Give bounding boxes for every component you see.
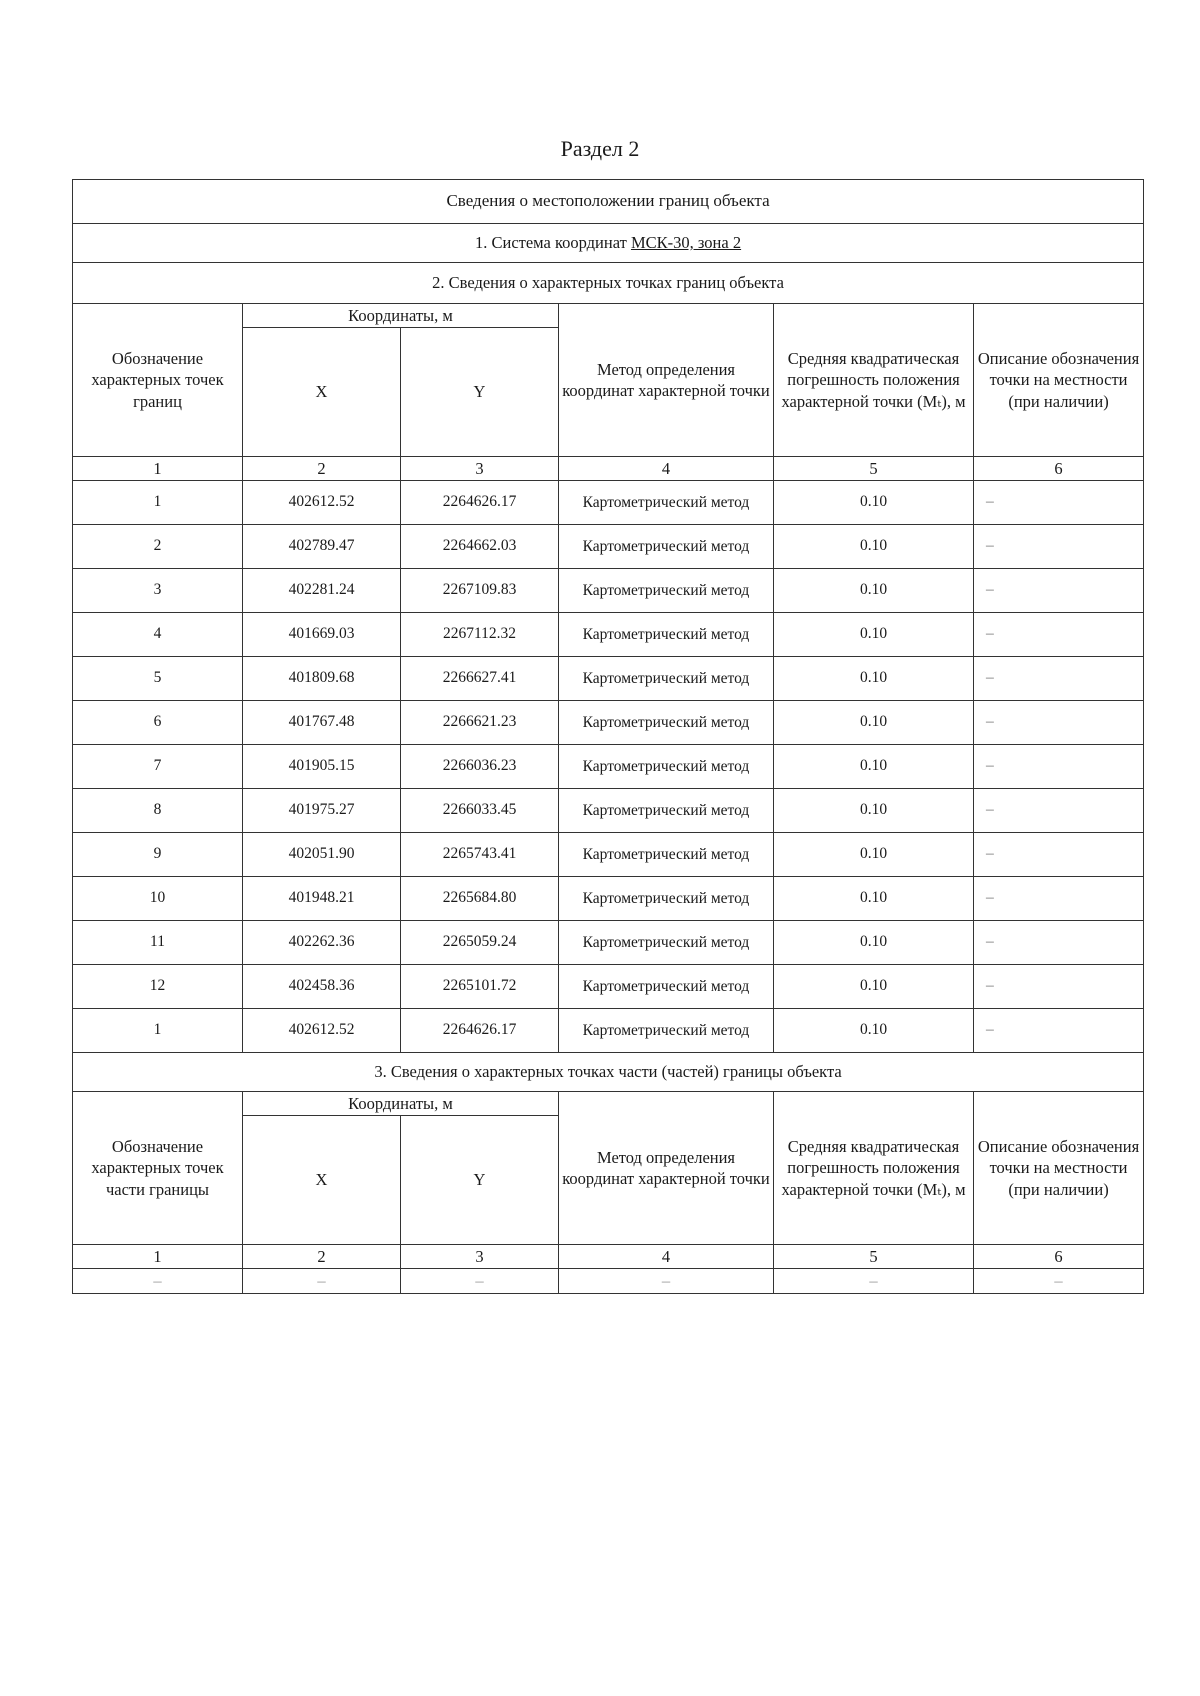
x-coordinate-cell: 401975.27 — [243, 789, 401, 833]
x-coordinate-cell: 401948.21 — [243, 877, 401, 921]
x-coordinate-cell: 402612.52 — [243, 481, 401, 525]
point-number-cell: 1 — [73, 1009, 243, 1053]
header-coords: Координаты, м — [243, 304, 559, 328]
table-row — [73, 657, 1144, 701]
part-header-row — [73, 1092, 1144, 1116]
y-coordinate-cell: 2267112.32 — [401, 613, 559, 657]
x-coordinate-cell: 401767.48 — [243, 701, 401, 745]
header-description: Описание обозначения точки на местности (при наличии) — [974, 304, 1144, 457]
table-row — [73, 745, 1144, 789]
description-cell: – — [974, 525, 1144, 569]
column-numbers-row — [73, 457, 1144, 481]
column-number: 3 — [401, 1245, 559, 1269]
description-cell: – — [974, 657, 1144, 701]
method-cell: Картометрический метод — [559, 569, 774, 613]
table-row — [73, 921, 1144, 965]
error-cell: 0.10 — [774, 745, 974, 789]
description-cell: – — [974, 789, 1144, 833]
x-coordinate-cell: 402051.90 — [243, 833, 401, 877]
column-number: 5 — [774, 1245, 974, 1269]
description-cell: – — [974, 745, 1144, 789]
column-number: 6 — [974, 457, 1144, 481]
error-cell: 0.10 — [774, 613, 974, 657]
error-cell: 0.10 — [774, 921, 974, 965]
error-cell: 0.10 — [774, 701, 974, 745]
column-number: 4 — [559, 1245, 774, 1269]
y-coordinate-cell: 2265743.41 — [401, 833, 559, 877]
y-coordinate-cell: 2266036.23 — [401, 745, 559, 789]
error-cell: 0.10 — [774, 1009, 974, 1053]
table-row — [73, 525, 1144, 569]
point-number-cell: 7 — [73, 745, 243, 789]
point-number-cell: 11 — [73, 921, 243, 965]
y-coordinate-cell: 2267109.83 — [401, 569, 559, 613]
header-method: Метод определения координат характерной точки — [559, 304, 774, 457]
method-cell: Картометрический метод — [559, 789, 774, 833]
error-cell: 0.10 — [774, 569, 974, 613]
boundary-table — [72, 179, 1144, 1294]
table-row — [73, 965, 1144, 1009]
point-number-cell: 1 — [73, 481, 243, 525]
coordinate-system-row — [73, 224, 1144, 263]
y-coordinate-cell: 2266627.41 — [401, 657, 559, 701]
description-cell: – — [974, 833, 1144, 877]
method-cell: Картометрический метод — [559, 921, 774, 965]
error-cell: 0.10 — [774, 833, 974, 877]
method-cell: Картометрический метод — [559, 745, 774, 789]
method-cell: Картометрический метод — [559, 877, 774, 921]
table-title-row — [73, 180, 1144, 224]
header-row — [73, 304, 1144, 328]
header-error: Средняя квадратическая погрешность положения характерной точки (Mₜ), м — [774, 304, 974, 457]
part-header-point: Обозначение характерных точек части границы — [73, 1092, 243, 1245]
point-number-cell: 8 — [73, 789, 243, 833]
part-header-x: X — [243, 1116, 401, 1245]
part-header-y: Y — [401, 1116, 559, 1245]
part-header-description: Описание обозначения точки на местности (при наличии) — [974, 1092, 1144, 1245]
coordinate-system-label: 1. Система координат — [474, 233, 627, 253]
x-coordinate-cell: 401809.68 — [243, 657, 401, 701]
point-number-cell: 10 — [73, 877, 243, 921]
column-number: 2 — [243, 1245, 401, 1269]
error-cell: 0.10 — [774, 789, 974, 833]
method-cell: Картометрический метод — [559, 1009, 774, 1053]
header-point: Обозначение характерных точек границ — [73, 304, 243, 457]
column-number: 3 — [401, 457, 559, 481]
table-row — [73, 481, 1144, 525]
y-coordinate-cell: 2266033.45 — [401, 789, 559, 833]
y-coordinate-cell: – — [401, 1269, 559, 1294]
y-coordinate-cell: 2264626.17 — [401, 481, 559, 525]
header-y: Y — [401, 328, 559, 457]
x-coordinate-cell: – — [243, 1269, 401, 1294]
section-item-3: 3. Сведения о характерных точках части (частей) границы объекта — [73, 1053, 1144, 1092]
column-number: 1 — [73, 457, 243, 481]
x-coordinate-cell: 401905.15 — [243, 745, 401, 789]
error-cell: – — [774, 1269, 974, 1294]
x-coordinate-cell: 402281.24 — [243, 569, 401, 613]
part-header-coords: Координаты, м — [243, 1092, 559, 1116]
x-coordinate-cell: 401669.03 — [243, 613, 401, 657]
table-row — [73, 569, 1144, 613]
error-cell: 0.10 — [774, 525, 974, 569]
x-coordinate-cell: 402458.36 — [243, 965, 401, 1009]
point-number-cell: 12 — [73, 965, 243, 1009]
column-number: 2 — [243, 457, 401, 481]
x-coordinate-cell: 402262.36 — [243, 921, 401, 965]
method-cell: Картометрический метод — [559, 965, 774, 1009]
method-cell: Картометрический метод — [559, 833, 774, 877]
column-number: 5 — [774, 457, 974, 481]
table-row — [73, 1009, 1144, 1053]
method-cell: Картометрический метод — [559, 525, 774, 569]
point-number-cell: 6 — [73, 701, 243, 745]
y-coordinate-cell: 2264662.03 — [401, 525, 559, 569]
part-column-numbers-row — [73, 1245, 1144, 1269]
y-coordinate-cell: 2265059.24 — [401, 921, 559, 965]
section-title: Раздел 2 — [560, 136, 640, 161]
error-cell: 0.10 — [774, 481, 974, 525]
section-item-3-row — [73, 1053, 1144, 1092]
point-number-cell: – — [73, 1269, 243, 1294]
method-cell: Картометрический метод — [559, 657, 774, 701]
description-cell: – — [974, 965, 1144, 1009]
column-number: 4 — [559, 457, 774, 481]
column-number: 1 — [73, 1245, 243, 1269]
y-coordinate-cell: 2266621.23 — [401, 701, 559, 745]
part-header-method: Метод определения координат характерной точки — [559, 1092, 774, 1245]
point-number-cell: 2 — [73, 525, 243, 569]
description-cell: – — [974, 1009, 1144, 1053]
method-cell: Картометрический метод — [559, 701, 774, 745]
y-coordinate-cell: 2265684.80 — [401, 877, 559, 921]
y-coordinate-cell: 2265101.72 — [401, 965, 559, 1009]
table-row — [73, 1269, 1144, 1294]
description-cell: – — [974, 921, 1144, 965]
table-row — [73, 701, 1144, 745]
description-cell: – — [974, 481, 1144, 525]
method-cell: Картометрический метод — [559, 613, 774, 657]
y-coordinate-cell: 2264626.17 — [401, 1009, 559, 1053]
error-cell: 0.10 — [774, 965, 974, 1009]
point-number-cell: 3 — [73, 569, 243, 613]
table-row — [73, 789, 1144, 833]
description-cell: – — [974, 613, 1144, 657]
point-number-cell: 9 — [73, 833, 243, 877]
x-coordinate-cell: 402789.47 — [243, 525, 401, 569]
table-title: Сведения о местоположении границ объекта — [73, 180, 1144, 224]
description-cell: – — [974, 1269, 1144, 1294]
section-item-2-row — [73, 263, 1144, 304]
part-header-error: Средняя квадратическая погрешность положения характерной точки (Mₜ), м — [774, 1092, 974, 1245]
table-row — [73, 613, 1144, 657]
description-cell: – — [974, 569, 1144, 613]
coordinate-system-value: МСК-30, зона 2 — [630, 233, 742, 253]
description-cell: – — [974, 877, 1144, 921]
table-row — [73, 833, 1144, 877]
point-number-cell: 4 — [73, 613, 243, 657]
error-cell: 0.10 — [774, 877, 974, 921]
method-cell: Картометрический метод — [559, 481, 774, 525]
coordinate-system — [73, 224, 1144, 263]
table-row — [73, 877, 1144, 921]
column-number: 6 — [974, 1245, 1144, 1269]
section-item-2: 2. Сведения о характерных точках границ объекта — [73, 263, 1144, 304]
point-number-cell: 5 — [73, 657, 243, 701]
error-cell: 0.10 — [774, 657, 974, 701]
method-cell: – — [559, 1269, 774, 1294]
header-x: X — [243, 328, 401, 457]
x-coordinate-cell: 402612.52 — [243, 1009, 401, 1053]
description-cell: – — [974, 701, 1144, 745]
